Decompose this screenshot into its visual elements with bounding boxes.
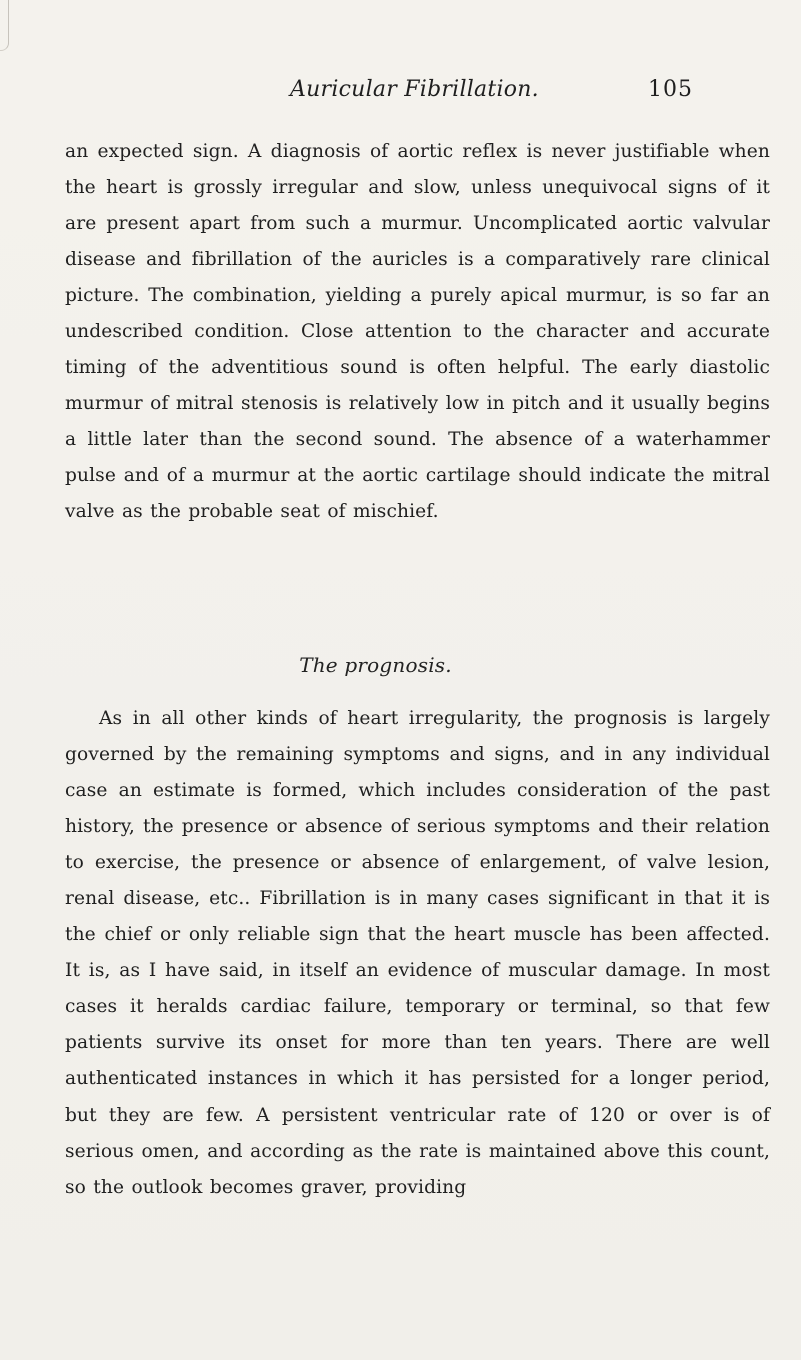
running-title: Auricular Fibrillation.: [290, 77, 539, 102]
page-edge-mark: [0, 0, 9, 51]
page-number: 105: [648, 77, 693, 102]
section-heading: The prognosis.: [299, 653, 452, 677]
page-header: [0, 74, 801, 114]
paragraph-1: an expected sign. A diagnosis of aortic reflex is never justifiable when the heart is grossly irregular and slow, unless unequivocal signs of it are present apart from such a murmur. Uncomplicated aortic valvular disease and fibrillation of the auricles is a comparatively rare clinical picture. The combination, yielding a purely apical murmur, is so far an undescribed condition. Close attention to the character and accurate timing of the adventitious sound is often helpful. The early diastolic murmur of mitral stenosis is relatively low in pitch and it usually begins a little later than the second sound. The absence of a waterhammer pulse and of a murmur at the aortic cartilage should indicate the mitral valve as the probable seat of mischief.: [65, 141, 770, 523]
paragraph-2: As in all other kinds of heart irregularity, the prognosis is largely governed by the remaining symptoms and signs, and in any individual case an estimate is formed, which includes consideration of the past history, the presence or absence of serious symptoms and their relation to exercise, the presence or absence of enlargement, of valve lesion, renal disease, etc.. Fibrillation is in many cases significant in that it is the chief or only reliable sign that the heart muscle has been affected. It is, as I have said, in itself an evidence of muscular damage. In most cases it heralds cardiac failure, temporary or terminal, so that few patients survive its onset for more than ten years. There are well authenticated instances in which it has persisted for a longer period, but they are few. A persistent ventricular rate of 120 or over is of serious omen, and according as the rate is maintained above this count, so the outlook becomes graver, providing: [65, 708, 770, 1198]
